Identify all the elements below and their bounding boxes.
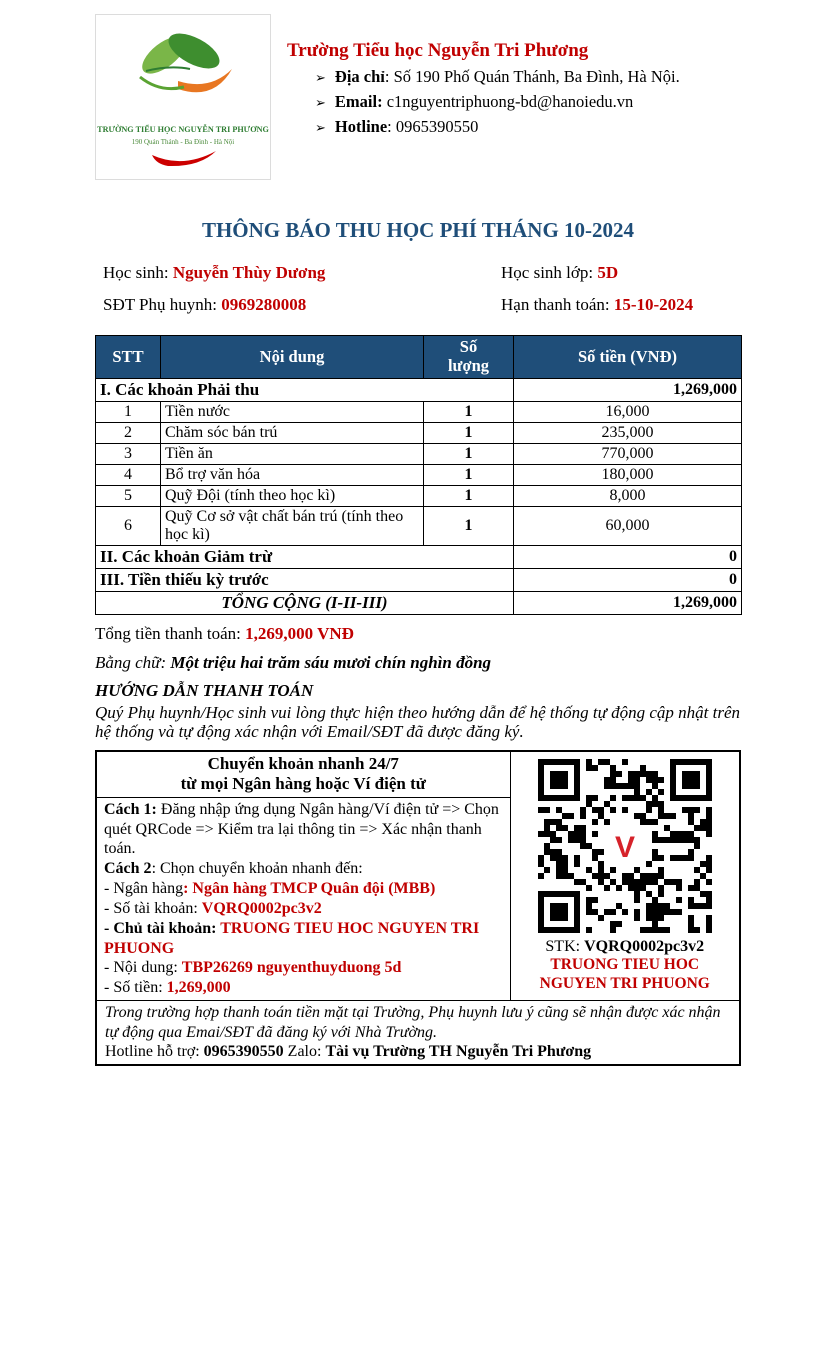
- account-line: [104, 899, 503, 919]
- email-value: c1nguyentriphuong-bd@hanoiedu.vn: [382, 92, 634, 111]
- school-logo: [95, 14, 271, 180]
- logo-address-line: 190 Quán Thánh - Ba Đình - Hà Nội: [131, 138, 235, 146]
- row-stt: 3: [96, 443, 161, 464]
- header-info: [287, 14, 680, 180]
- memo-value: TBP26269 nguyenthuyduong 5d: [181, 959, 402, 977]
- amount-in-words-line: [95, 653, 741, 673]
- address-value: : Số 190 Phố Quán Thánh, Ba Đình, Hà Nội.: [384, 67, 680, 86]
- method2-line: [104, 859, 503, 879]
- col-header-sotien: Số tiền (VNĐ): [514, 336, 742, 379]
- qr-panel: [510, 751, 740, 1001]
- student-info: [103, 259, 741, 323]
- bank-label: - Ngân hàng: [104, 880, 184, 898]
- svg-text:V: V: [614, 831, 635, 865]
- header: [95, 14, 741, 180]
- row-qty: 1: [424, 401, 514, 422]
- row-name: Bổ trợ văn hóa: [161, 464, 424, 485]
- row-name: Tiền ăn: [161, 443, 424, 464]
- payment-title-line1: Chuyển khoản nhanh 24/7: [207, 754, 399, 774]
- row-amount: 235,000: [514, 422, 742, 443]
- student-class-row: [501, 263, 713, 291]
- col-header-stt: STT: [96, 336, 161, 379]
- zalo-value: Tài vụ Trường TH Nguyễn Tri Phương: [325, 1043, 592, 1061]
- section1-amount: 1,269,000: [514, 378, 742, 401]
- holder-label: - Chủ tài khoản:: [104, 919, 221, 937]
- row-amount: 770,000: [514, 443, 742, 464]
- method2-text: : Chọn chuyển khoản nhanh đến:: [151, 860, 363, 878]
- due-date-row: [501, 295, 713, 323]
- row-qty: 1: [424, 443, 514, 464]
- hotline-label: Hotline: [334, 117, 388, 136]
- parent-phone: 0969280008: [221, 295, 307, 314]
- student-info-right: [501, 259, 713, 323]
- account-value: VQRQ0002pc3v2: [201, 899, 322, 917]
- payment-box-title: [96, 751, 510, 797]
- due-date: 15-10-2024: [613, 295, 694, 314]
- bank-line: [104, 879, 503, 899]
- hotline-value: : 0965390550: [387, 117, 479, 136]
- section2-amount: 0: [514, 545, 742, 568]
- payment-footer: [96, 1001, 740, 1065]
- header-hotline-line: [287, 117, 680, 137]
- total-payment-value: 1,269,000 VNĐ: [245, 623, 354, 643]
- table-row: [96, 443, 742, 464]
- table-row: [96, 422, 742, 443]
- payment-box: [95, 750, 741, 1066]
- bank-value: : Ngân hàng TMCP Quân đội (MBB): [183, 880, 436, 898]
- row-qty: 1: [424, 422, 514, 443]
- amount-in-words-label: Bằng chữ:: [95, 652, 171, 672]
- student-name-label: Học sinh:: [103, 263, 173, 282]
- section-row-giam-tru: [96, 545, 742, 568]
- student-info-left: [103, 259, 501, 323]
- fee-table: [95, 335, 742, 615]
- row-name: Quỹ Cơ sở vật chất bán trú (tính theo học kì): [161, 506, 424, 545]
- row-stt: 2: [96, 422, 161, 443]
- total-row: [96, 591, 742, 614]
- student-class-label: Học sinh lớp:: [501, 263, 598, 282]
- student-name: Nguyễn Thùy Dương: [172, 263, 326, 282]
- method1-label: Cách 1:: [104, 800, 157, 818]
- school-name: Trường Tiểu học Nguyễn Tri Phương: [287, 40, 589, 61]
- total-label: TỔNG CỘNG (I-II-III): [96, 591, 514, 614]
- table-row: [96, 506, 742, 545]
- row-name: Quỹ Đội (tính theo học kì): [161, 485, 424, 506]
- total-payment-line: [95, 624, 741, 644]
- support-hotline-line: [105, 1042, 731, 1062]
- row-amount: 180,000: [514, 464, 742, 485]
- section3-label: III. Tiền thiếu kỳ trước: [96, 568, 514, 591]
- col-header-soluong: Số lượng: [424, 336, 514, 379]
- fee-table-header-row: [96, 336, 742, 379]
- arrow-bullet-icon: ➢: [315, 70, 326, 85]
- row-name: Chăm sóc bán trú: [161, 422, 424, 443]
- qr-holder-line2: NGUYEN TRI PHUONG: [539, 974, 710, 992]
- section-row-thieu-ky-truoc: [96, 568, 742, 591]
- stk-line: [513, 938, 738, 956]
- parent-phone-label: SĐT Phụ huynh:: [103, 295, 222, 314]
- row-stt: 4: [96, 464, 161, 485]
- header-address-line: [287, 67, 680, 87]
- payment-guide-title: HƯỚNG DẪN THANH TOÁN: [95, 680, 314, 700]
- cash-note: Trong trường hợp thanh toán tiền mặt tại Trường, Phụ huynh lưu ý cũng sẽ nhận được xác nhận tự động qua Emai/SĐT đã đăng ký với Nhà Trường.: [105, 1004, 721, 1041]
- row-stt: 1: [96, 401, 161, 422]
- amount-value: 1,269,000: [166, 979, 231, 997]
- header-email-line: [287, 92, 680, 112]
- qr-holder-line1: TRUONG TIEU HOC: [550, 956, 700, 974]
- payment-instructions: [96, 797, 510, 1000]
- total-payment-label: Tổng tiền thanh toán:: [95, 623, 246, 643]
- memo-line: [104, 958, 503, 978]
- amount-line: [104, 978, 503, 998]
- holder-line: [104, 919, 503, 959]
- section1-label: I. Các khoản Phải thu: [96, 378, 514, 401]
- stk-value: VQRQ0002pc3v2: [584, 938, 705, 956]
- memo-label: - Nội dung:: [104, 959, 182, 977]
- row-amount: 8,000: [514, 485, 742, 506]
- row-stt: 6: [96, 506, 161, 545]
- support-hotline-value: 0965390550: [203, 1043, 284, 1061]
- row-name: Tiền nước: [161, 401, 424, 422]
- parent-phone-row: [103, 295, 501, 323]
- section-row-phai-thu: [96, 378, 742, 401]
- row-stt: 5: [96, 485, 161, 506]
- zalo-label: Zalo:: [283, 1043, 326, 1061]
- row-qty: 1: [424, 485, 514, 506]
- stk-label: STK:: [545, 938, 585, 956]
- account-label: - Số tài khoản:: [104, 899, 202, 917]
- row-qty: 1: [424, 464, 514, 485]
- section3-amount: 0: [514, 568, 742, 591]
- qr-account-holder: [513, 956, 738, 993]
- arrow-bullet-icon: ➢: [315, 120, 326, 135]
- payment-guide-note: Quý Phụ huynh/Học sinh vui lòng thực hiện theo hướng dẫn để hệ thống tự động cập nhật trên hệ thống và tự động xác nhận với Email/SĐT đã được đăng ký.: [95, 702, 741, 742]
- row-amount: 60,000: [514, 506, 742, 545]
- method1-text: Đăng nhập ứng dụng Ngân hàng/Ví điện tử => Chọn quét QRCode => Kiểm tra lại thông tin => Xác nhận thanh toán.: [104, 800, 499, 858]
- amount-in-words-value: Một triệu hai trăm sáu mươi chín nghìn đồng: [170, 652, 492, 672]
- logo-school-line: TRƯỜNG TIỂU HỌC NGUYỄN TRI PHƯƠNG: [97, 125, 269, 134]
- qr-code: [535, 756, 715, 936]
- student-class: 5D: [597, 263, 619, 282]
- student-name-row: [103, 263, 501, 291]
- table-row: [96, 401, 742, 422]
- address-label: Địa chỉ: [334, 67, 385, 86]
- school-logo-icon: [96, 15, 270, 179]
- method1-line: [104, 800, 503, 859]
- email-label: Email:: [334, 92, 383, 111]
- support-hotline-label: Hotline hỗ trợ:: [105, 1043, 204, 1061]
- total-amount: 1,269,000: [514, 591, 742, 614]
- arrow-bullet-icon: ➢: [315, 95, 326, 110]
- col-header-noidung: Nội dung: [161, 336, 424, 379]
- due-date-label: Hạn thanh toán:: [501, 295, 614, 314]
- section2-label: II. Các khoản Giảm trừ: [96, 545, 514, 568]
- holder-value: TRUONG TIEU HOC NGUYEN TRI PHUONG: [104, 919, 480, 957]
- amount-label: - Số tiền:: [104, 979, 167, 997]
- row-qty: 1: [424, 506, 514, 545]
- table-row: [96, 464, 742, 485]
- page-title: THÔNG BÁO THU HỌC PHÍ THÁNG 10-2024: [201, 218, 635, 242]
- method2-label: Cách 2: [104, 860, 152, 878]
- row-amount: 16,000: [514, 401, 742, 422]
- payment-title-line2: từ mọi Ngân hàng hoặc Ví điện tử: [180, 774, 426, 794]
- notice-page: [95, 14, 741, 1066]
- table-row: [96, 485, 742, 506]
